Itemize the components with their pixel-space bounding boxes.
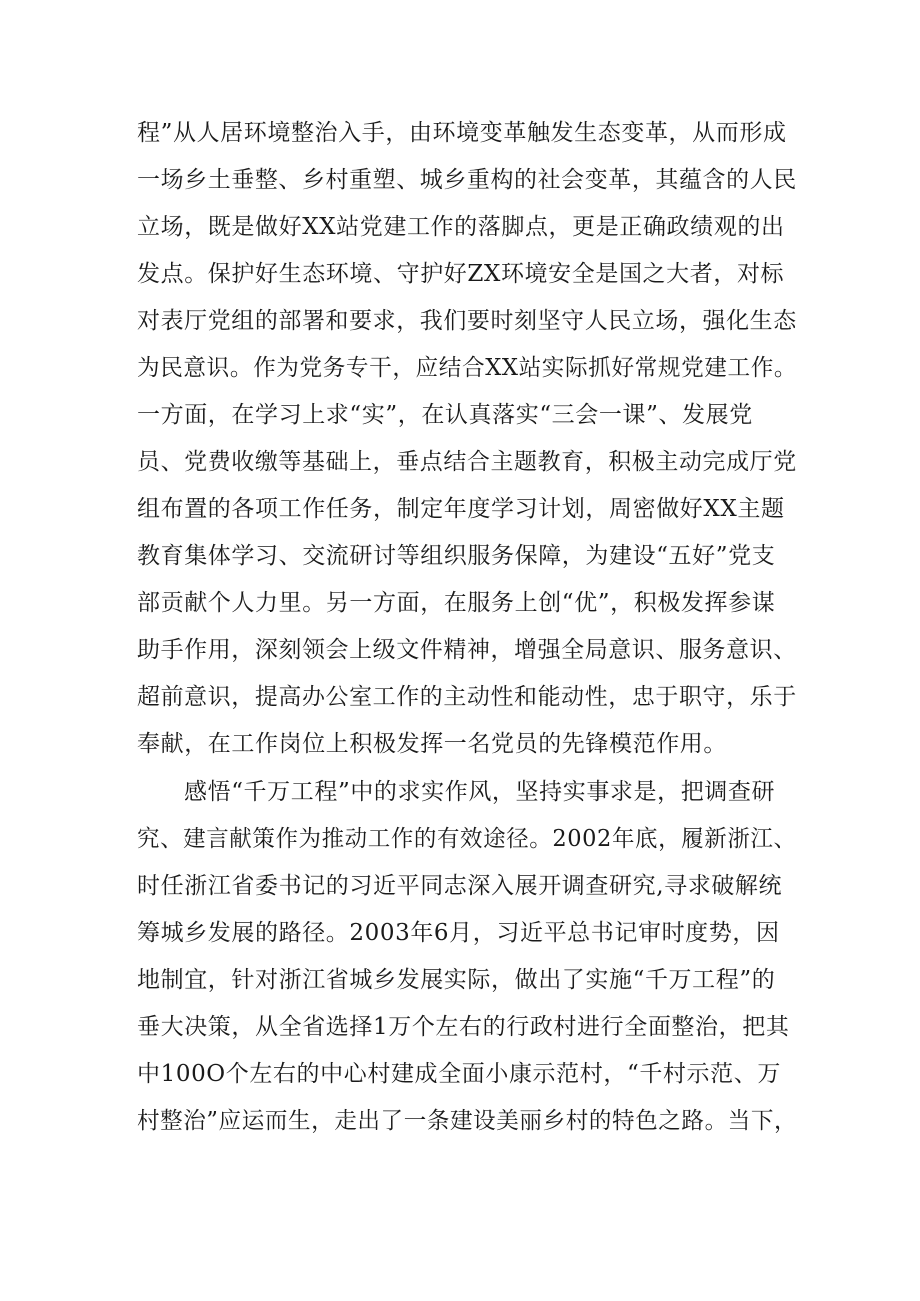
text-line: 究、建言献策作为推动工作的有效途径。2002年底，履新浙江、: [137, 826, 797, 852]
text-line: 一场乡土垂整、乡村重塑、城乡重构的社会变革，其蕴含的人民: [137, 167, 797, 193]
text-line: 垂大决策，从全省选择1万个左右的行政村进行全面整治，把其: [137, 1014, 790, 1040]
text-line: 超前意识，提高办公室工作的主动性和能动性，忠于职守，乐于: [137, 684, 797, 710]
text-line: 组布置的各项工作任务，制定年度学习计划，周密做好XX主题: [137, 496, 785, 522]
text-line: 筹城乡发展的路径。2003年6月，习近平总书记审时度势，因: [137, 920, 780, 946]
text-line: 员、党费收缴等基础上，垂点结合主题教育，积极主动完成厅党: [137, 449, 797, 475]
text-line: 地制宜，针对浙江省城乡发展实际，做出了实施“千万工程”的: [137, 967, 776, 993]
text-line: 部贡献个人力里。另一方面，在服务上创“优”，积极发挥参谋: [137, 590, 776, 616]
text-line: 立场，既是做好XX站党建工作的落脚点，更是正确政绩观的出: [137, 214, 785, 240]
text-line: 程”从人居环境整治入手，由环境变革触发生态变革，从而形成: [137, 120, 787, 146]
text-line: 奉献，在工作岗位上积极发挥一名党员的先锋模范作用。: [137, 731, 727, 757]
paragraph-first-line: 感悟“千万工程”中的求实作风，坚持实事求是，把调查研: [184, 779, 776, 805]
text-line: 对表厅党组的部署和要求，我们要时刻坚守人民立场，强化生态: [137, 308, 797, 334]
text-line: 时任浙江省委书记的习近平同志深入展开调查研究,寻求破解统: [137, 873, 783, 899]
text-line: 助手作用，深刻领会上级文件精神，增强全局意识、服务意识、: [137, 637, 797, 663]
text-line: 为民意识。作为党务专干，应结合XX站实际抓好常规党建工作。: [137, 355, 798, 381]
text-line: 中100O个左右的中心村建成全面小康示范村，“千村示范、万: [137, 1061, 781, 1087]
text-line: 村整治”应运而生，走出了一条建设美丽乡村的特色之路。当下，: [137, 1108, 798, 1134]
text-line: 发点。保护好生态环境、守护好ZX环境安全是国之大者，对标: [137, 261, 785, 287]
text-line: 教育集体学习、交流研讨等组织服务保障，为建设“五好”党支: [137, 543, 776, 569]
text-line: 一方面，在学习上求“实”，在认真落实“三会一课”、发展党: [137, 402, 753, 428]
